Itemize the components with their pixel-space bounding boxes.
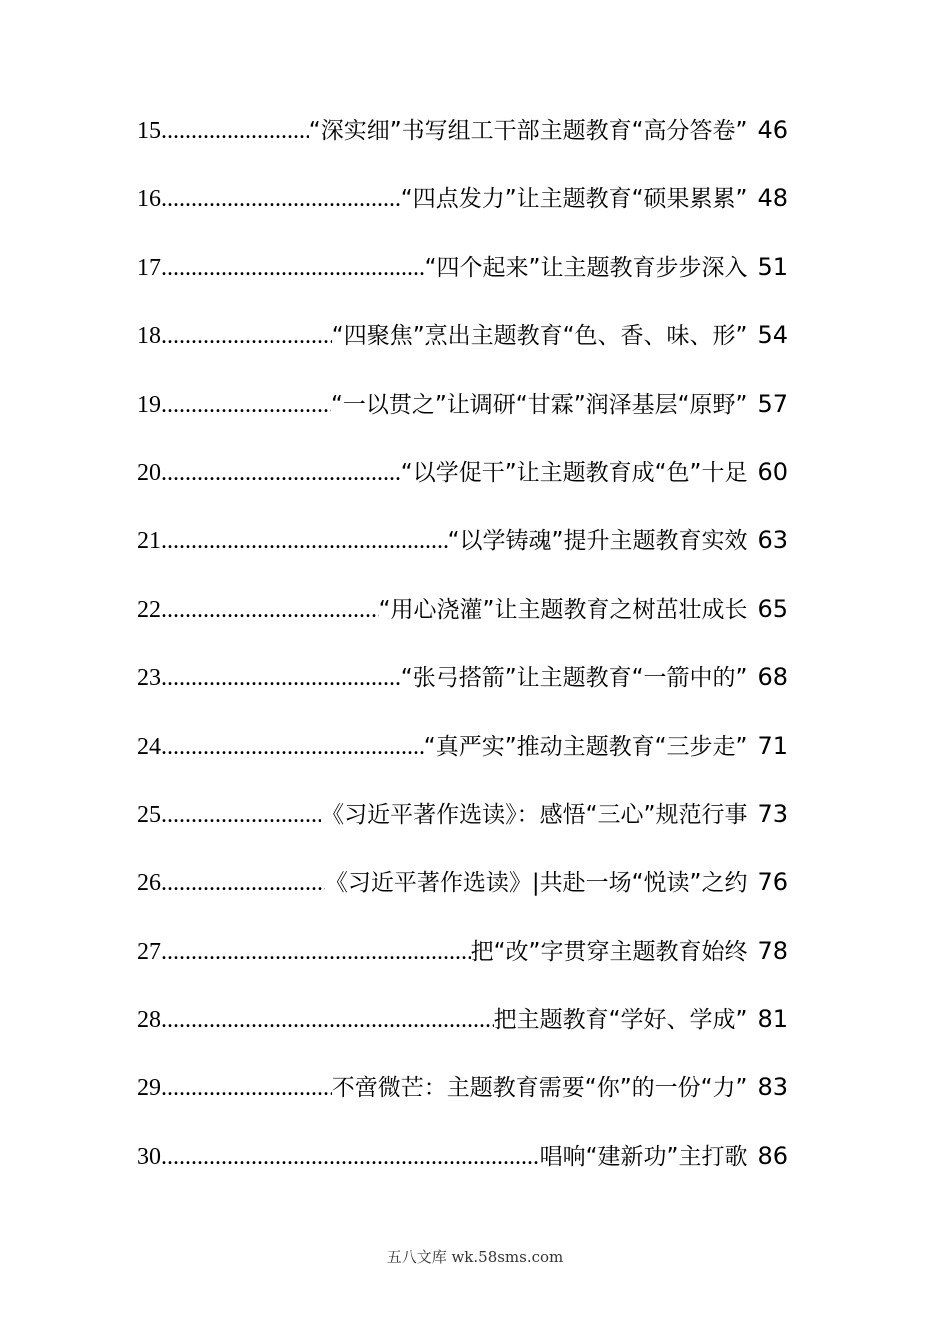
toc-leader-dots bbox=[161, 118, 309, 145]
toc-entry-page: 86 bbox=[757, 1141, 788, 1170]
toc-entry-number: 15 bbox=[137, 118, 161, 144]
toc-entry-number: 29 bbox=[137, 1075, 161, 1102]
toc-entry-page: 68 bbox=[757, 663, 788, 692]
toc-entry-number: 16 bbox=[137, 186, 161, 213]
toc-entry-title: “张弓搭箭”让主题教育“一箭中的” bbox=[400, 665, 748, 692]
toc-entry-number: 19 bbox=[137, 391, 161, 418]
toc-leader-dots bbox=[161, 1075, 332, 1102]
toc-leader-dots bbox=[161, 186, 401, 213]
toc-leader-dots bbox=[161, 1144, 540, 1171]
toc-entry[interactable] bbox=[137, 317, 788, 385]
toc-entry-number: 20 bbox=[137, 459, 161, 486]
toc-entry-title: “以学促干”让主题教育成“色”十足 bbox=[400, 459, 748, 486]
toc-leader-dots bbox=[161, 460, 401, 487]
toc-entry[interactable] bbox=[137, 659, 788, 727]
toc-entry-title: “四个起来”让主题教育步步深入 bbox=[424, 254, 748, 281]
toc-entry[interactable] bbox=[137, 249, 788, 317]
toc-entry[interactable] bbox=[137, 1069, 788, 1137]
toc-entry-page: 78 bbox=[757, 936, 788, 965]
toc-entry[interactable] bbox=[137, 1001, 788, 1069]
toc-entry-number: 18 bbox=[137, 323, 161, 350]
toc-entry-page: 48 bbox=[757, 184, 788, 213]
toc-entry[interactable] bbox=[137, 591, 788, 659]
toc-entry-page: 63 bbox=[757, 526, 788, 555]
toc-entry-number: 23 bbox=[137, 665, 161, 692]
toc-entry-title: “四点发力”让主题教育“硕果累累” bbox=[400, 186, 748, 213]
toc-entry-page: 65 bbox=[757, 594, 788, 623]
toc-entry-number: 25 bbox=[137, 801, 161, 828]
toc-entry[interactable] bbox=[137, 180, 788, 248]
toc-entry-title: “四聚焦”烹出主题教育“色、香、味、形” bbox=[331, 323, 748, 350]
toc-entry[interactable] bbox=[137, 454, 788, 522]
toc-entry-title: 不啻微芒：主题教育需要“你”的一份“力” bbox=[331, 1075, 748, 1102]
toc-entry-page: 81 bbox=[757, 1005, 788, 1034]
toc-entry[interactable] bbox=[137, 1138, 788, 1206]
toc-leader-dots bbox=[161, 255, 425, 282]
toc-entry[interactable] bbox=[137, 796, 788, 864]
toc-entry-number: 22 bbox=[137, 596, 161, 623]
toc-entry[interactable] bbox=[137, 112, 788, 180]
toc-entry-number: 21 bbox=[137, 528, 161, 555]
toc-entry-title: 把“改”字贯穿主题教育始终 bbox=[470, 938, 748, 965]
toc-entry-title: “真严实”推动主题教育“三步走” bbox=[423, 733, 748, 760]
toc-entry-page: 76 bbox=[757, 868, 788, 897]
toc-leader-dots bbox=[161, 528, 448, 555]
toc-entry-number: 26 bbox=[137, 870, 161, 897]
toc-entry-title: 《习近平著作选读》：感悟“三心”规范行事 bbox=[321, 801, 748, 828]
toc-entry-number: 27 bbox=[137, 938, 161, 965]
toc-entry-number: 24 bbox=[137, 733, 161, 760]
toc-entry-page: 54 bbox=[757, 321, 788, 350]
toc-entry[interactable] bbox=[137, 522, 788, 590]
toc-entry-title: “一以贯之”让调研“甘霖”润泽基层“原野” bbox=[330, 391, 748, 418]
toc-leader-dots bbox=[161, 1007, 494, 1034]
table-of-contents bbox=[137, 112, 788, 1206]
toc-entry-number: 30 bbox=[137, 1143, 161, 1170]
toc-entry-page: 60 bbox=[757, 457, 788, 486]
toc-entry-title: 唱响“建新功”主打歌 bbox=[539, 1143, 748, 1170]
toc-entry[interactable] bbox=[137, 864, 788, 932]
toc-leader-dots bbox=[161, 392, 331, 419]
toc-entry-number: 28 bbox=[137, 1007, 161, 1034]
toc-leader-dots bbox=[161, 802, 321, 829]
toc-leader-dots bbox=[161, 734, 424, 761]
toc-entry[interactable] bbox=[137, 728, 788, 796]
toc-entry[interactable] bbox=[137, 386, 788, 454]
toc-entry-page: 46 bbox=[757, 116, 788, 144]
toc-entry-page: 51 bbox=[757, 252, 788, 281]
toc-entry-title: 《习近平著作选读》|共赴一场“悦读”之约 bbox=[324, 870, 748, 897]
toc-entry-page: 71 bbox=[757, 731, 788, 760]
toc-entry-title: “以学铸魂”提升主题教育实效 bbox=[447, 528, 748, 555]
toc-entry-number: 17 bbox=[137, 254, 161, 281]
toc-entry-title: “用心浇灌”让主题教育之树茁壮成长 bbox=[378, 596, 748, 623]
toc-entry-page: 83 bbox=[757, 1073, 788, 1102]
toc-leader-dots bbox=[161, 597, 379, 624]
toc-entry-title: “深实细”书写组工干部主题教育“高分答卷” bbox=[308, 118, 748, 144]
toc-leader-dots bbox=[161, 665, 401, 692]
toc-entry[interactable] bbox=[137, 933, 788, 1001]
toc-entry-page: 73 bbox=[757, 799, 788, 828]
page-footer-watermark: 五八文库 wk.58sms.com bbox=[386, 1248, 564, 1266]
toc-leader-dots bbox=[161, 939, 471, 966]
toc-entry-page: 57 bbox=[757, 389, 788, 418]
toc-leader-dots bbox=[161, 870, 325, 897]
toc-leader-dots bbox=[161, 323, 332, 350]
toc-entry-title: 把主题教育“学好、学成” bbox=[493, 1007, 748, 1034]
